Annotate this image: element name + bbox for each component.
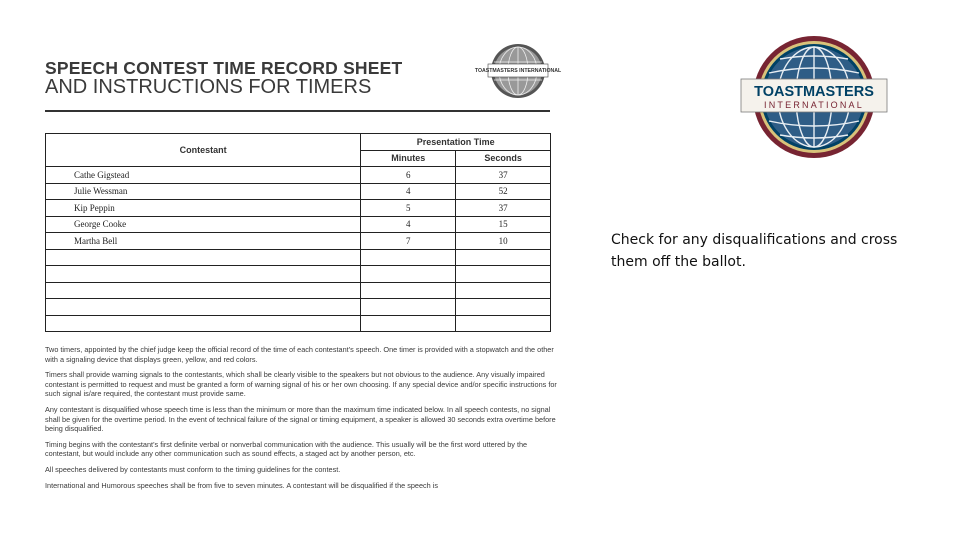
sheet-subtitle: AND INSTRUCTIONS FOR TIMERS (45, 76, 372, 98)
header-minutes: Minutes (361, 150, 456, 167)
instruction-paragraph: Timers shall provide warning signals to the contestants, which shall be clearly visible to the speakers but not obvious to the audience. Any visually impaired contestant is permitted to request and must be granted a form of warning signal of his or her own choosing. If any special device and/or specific instructions for such signal is/are required, the contestant must provide same. (45, 370, 557, 399)
time-record-table (45, 133, 551, 332)
minutes-cell (361, 249, 456, 266)
seconds-cell: 52 (456, 183, 551, 200)
contestant-name-cell (46, 282, 361, 299)
title-divider (45, 110, 550, 112)
header-presentation-time: Presentation Time (361, 134, 551, 151)
seconds-cell (456, 282, 551, 299)
contestant-name-cell (46, 249, 361, 266)
minutes-cell (361, 299, 456, 316)
toastmasters-international-logo (740, 35, 888, 159)
table-row (46, 200, 551, 217)
contestant-name-cell (46, 299, 361, 316)
header-contestant: Contestant (46, 134, 361, 167)
contestant-name-cell (46, 266, 361, 283)
instruction-paragraph: Timing begins with the contestant’s first definite verbal or nonverbal communication with the audience. This usually will be the first word uttered by the contestant, but would include any other communication such as sound effects, a staged act by another person, etc. (45, 439, 528, 459)
minutes-cell: 5 (361, 200, 456, 217)
contestant-name-cell: Martha Bell (46, 233, 361, 250)
header-seconds: Seconds (456, 150, 551, 167)
table-row (46, 266, 551, 283)
small-toastmasters-logo (474, 42, 562, 100)
minutes-cell: 7 (361, 233, 456, 250)
contestant-name-cell: Cathe Gigstead (46, 167, 361, 184)
minutes-cell (361, 282, 456, 299)
minutes-cell: 4 (361, 216, 456, 233)
table-row (46, 183, 551, 200)
seconds-cell (456, 299, 551, 316)
contestant-name-cell: George Cooke (46, 216, 361, 233)
contestant-name-cell (46, 315, 361, 332)
table-row (46, 282, 551, 299)
slide-note: Check for any disqualifications and cross them off the ballot. (611, 232, 898, 270)
seconds-cell: 10 (456, 233, 551, 250)
seconds-cell: 15 (456, 216, 551, 233)
table-row (46, 167, 551, 184)
time-record-sheet (40, 0, 560, 540)
contestant-name-cell: Julie Wessman (46, 183, 361, 200)
logo-line1: TOASTMASTERS (754, 84, 874, 100)
instruction-paragraph: International and Humorous speeches shall be from five to seven minutes. A contestant will be disqualified if the speech is (45, 480, 439, 490)
instruction-paragraph: Any contestant is disqualified whose speech time is less than the minimum or more than the maximum time indicated below. In all speech contests, no signal shall be given for the overtime period. In the event of technical failure of the signal or timing equipment, a speaker is allowed 30 seconds extra overtime before being disqualified. (45, 404, 556, 434)
table-body (46, 167, 551, 332)
table-row (46, 299, 551, 316)
seconds-cell (456, 315, 551, 332)
logo-line2: INTERNATIONAL (764, 100, 864, 110)
seconds-cell (456, 266, 551, 283)
table-row (46, 216, 551, 233)
instructions-text (45, 345, 557, 496)
minutes-cell (361, 315, 456, 332)
table-row (46, 315, 551, 332)
table-row (46, 233, 551, 250)
sheet-title: SPEECH CONTEST TIME RECORD SHEET (45, 58, 403, 78)
seconds-cell: 37 (456, 200, 551, 217)
seconds-cell (456, 249, 551, 266)
instruction-paragraph: Two timers, appointed by the chief judge keep the official record of the time of each contestant’s speech. One timer is provided with a stopwatch and the other with a signaling device that displays green, yellow, and red colors. (45, 345, 554, 364)
minutes-cell: 6 (361, 167, 456, 184)
minutes-cell (361, 266, 456, 283)
contestant-name-cell: Kip Peppin (46, 200, 361, 217)
instruction-paragraph: All speeches delivered by contestants must conform to the timing guidelines for the contest. (45, 464, 341, 474)
seconds-cell: 37 (456, 167, 551, 184)
table-row (46, 249, 551, 266)
small-logo-text: TOASTMASTERS INTERNATIONAL (474, 68, 562, 74)
minutes-cell: 4 (361, 183, 456, 200)
